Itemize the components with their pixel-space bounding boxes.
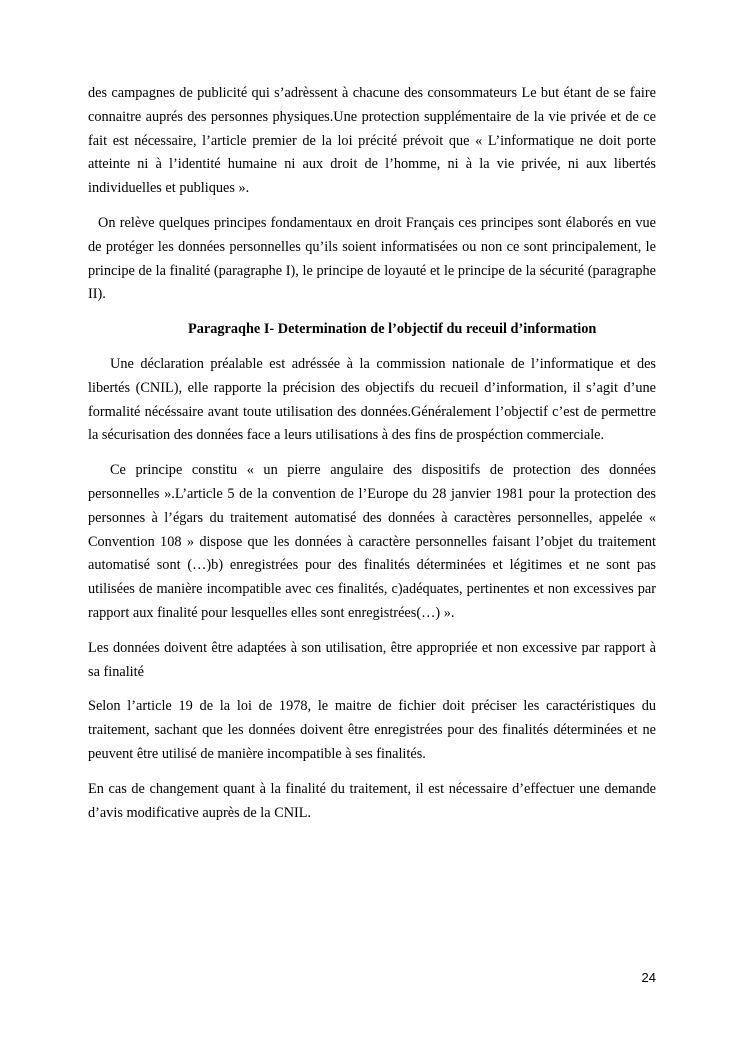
paragraph-intro: des campagnes de publicité qui s’adrèssent à chacune des consommateurs Le but étant de se faire connaitre auprés des personnes physiques.Une protection supplémentaire de la vie privée et de ce fait est nécessaire, l’article premier de la loi précité prévoit que « L’informatique ne doit porte atteinte ni à l’identité humaine ni aux droit de l’homme, ni à la vie privée, ni aux libertés individuelles et publiques ». <box>88 85 656 197</box>
document-page <box>88 82 656 836</box>
paragraph-article-19: Selon l’article 19 de la loi de 1978, le maitre de fichier doit préciser les caractéristiques du traitement, sachant que les données doivent être enregistrées pour des finalités déterminées et ne peuvent être utilisé de manière incompatible à ses finalités. <box>88 698 656 762</box>
page-number: 24 <box>641 970 656 985</box>
paragraph-change: En cas de changement quant à la finalité du traitement, il est nécessaire d’effectuer une demande d’avis modificative auprès de la CNIL. <box>88 780 656 821</box>
section-heading: Paragraqhe I- Determination de l’objectif du receuil d’information <box>188 321 597 338</box>
paragraph-convention: Ce principe constitu « un pierre angulaire des dispositifs de protection des données personnelles ».L’article 5 de la convention de l’Europe du 28 janvier 1981 pour la protection des personnes à l’égars du traitement automatisé des données à caractères personnelles, appelée « Convention 108 » dispose que les données à caractère personnelles faisant l’objet du traitement automatisé sont (…)b) enregistrées pour des finalités déterminées et légitimes et ne sont pas utilisées de manière incompatible avec ces finalités, c)adéquates, pertinentes et non excessives par rapport aux finalité pour lesquelles elles sont enregistrées(…) ». <box>88 462 656 621</box>
paragraph-principles: On relève quelques principes fondamentaux en droit Français ces principes sont élaborés en vue de protéger les données personnelles qu’ils soient informatisées ou non ce sont principalement, le principe de la finalité (paragraphe I), le principe de loyauté et le principe de la sécurité (paragraphe II). <box>88 214 656 303</box>
paragraph-adaptation: Les données doivent être adaptées à son utilisation, être appropriée et non excessive par rapport à sa finalité <box>88 639 656 680</box>
paragraph-declaration: Une déclaration préalable est adréssée à la commission nationale de l’informatique et des libertés (CNIL), elle rapporte la précision des objectifs du recueil d’information, il s’agit d’une formalité nécéssaire avant toute utilisation des données.Généralement l’objectif c’est de permettre la sécurisation des données face a leurs utilisations à des fins de prospéction commerciale. <box>88 355 656 444</box>
